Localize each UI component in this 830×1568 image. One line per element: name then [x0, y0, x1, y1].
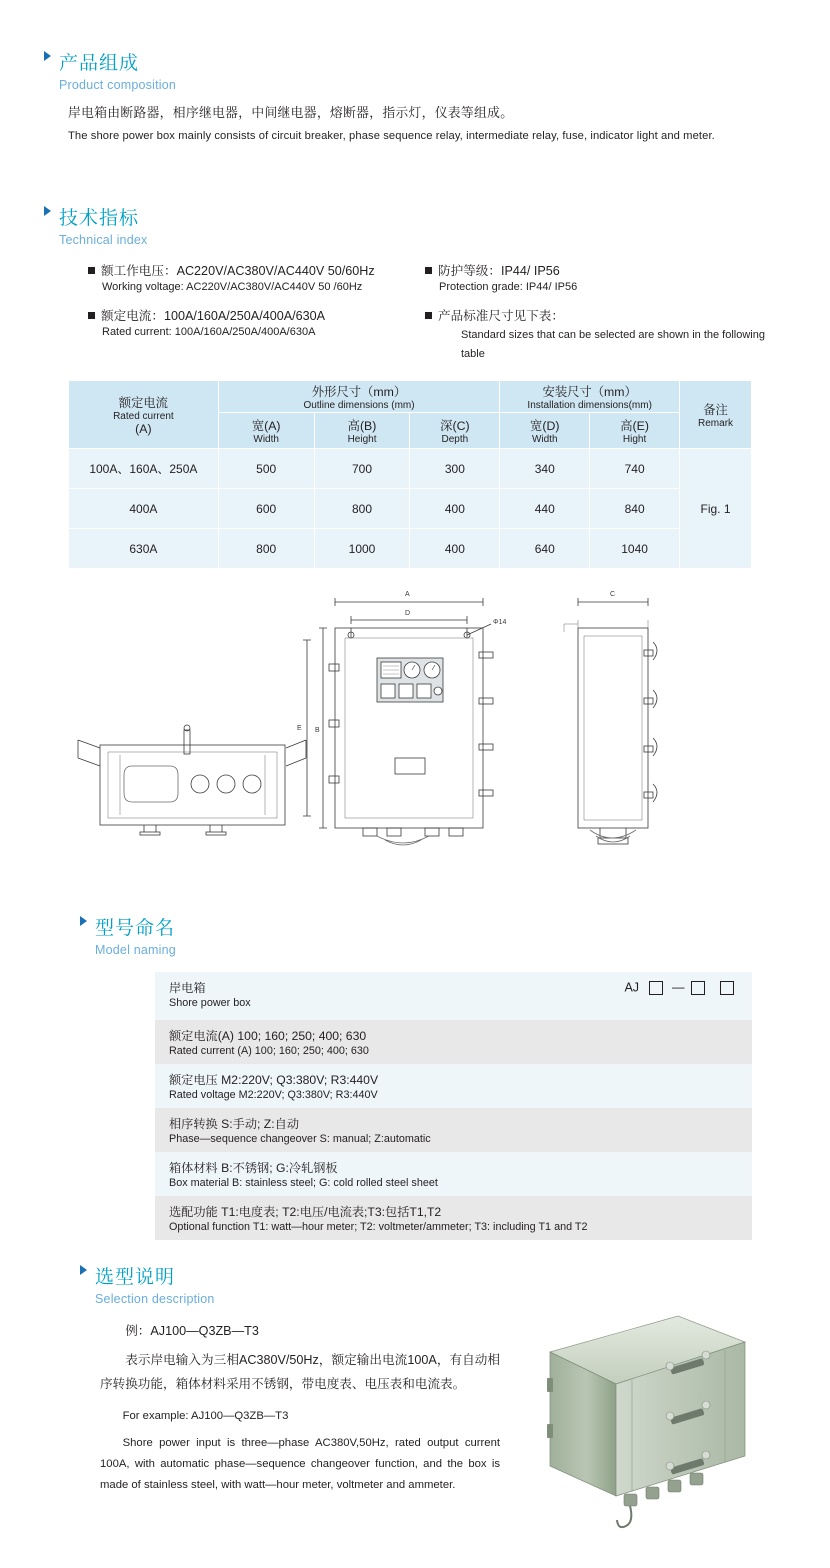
model-naming-row-phase-changeover	[155, 1108, 752, 1152]
selection-example-en: For example: AJ100—Q3ZB—T3	[122, 1409, 289, 1422]
row-label-en: Phase—sequence changeover S: manual; Z:automatic	[169, 1133, 431, 1145]
tech-item-cn: 额定电流：100A/160A/250A/400A/630A	[101, 309, 326, 323]
section-title-en: Model naming	[95, 943, 176, 957]
cell-width-d: 440	[500, 489, 590, 529]
cell-width-a: 800	[218, 529, 314, 569]
section-title-en: Selection description	[95, 1292, 215, 1306]
row-label-en: Optional function T1: watt—hour meter; T2: voltmeter/ammeter; T3: including T1 and T2	[169, 1221, 588, 1233]
section-heading-model-naming	[80, 913, 176, 957]
svg-text:Φ14: Φ14	[493, 619, 507, 626]
model-naming-row-shore-power-box	[155, 972, 752, 1020]
tech-index-item-current	[88, 305, 418, 338]
cell-width-d: 340	[500, 449, 590, 489]
row-label-en: Rated current (A) 100; 160; 250; 400; 630	[169, 1045, 369, 1057]
cell-height-b: 700	[314, 449, 410, 489]
svg-text:C: C	[610, 591, 616, 598]
th-outline-dimensions: 外形尺寸（mm） Outline dimensions (mm)	[218, 381, 500, 413]
cell-depth-c: 300	[410, 449, 500, 489]
th-width-a: 宽(A) Width	[218, 413, 314, 449]
th-width-d: 宽(D) Width	[500, 413, 590, 449]
table-row	[69, 449, 752, 489]
square-bullet-icon	[88, 312, 95, 319]
code-box-2	[691, 981, 705, 995]
th-remark: 备注 Remark	[680, 381, 752, 449]
model-naming-row-rated-voltage	[155, 1064, 752, 1108]
th-installation-dimensions: 安装尺寸（mm） Installation dimensions(mm)	[500, 381, 680, 413]
selection-paragraph-en: Shore power input is three—phase AC380V,50Hz, rated output current 100A, with automatic phase—sequence changeover function, and the box is made of stainless steel, with watt—hour meter, voltmeter and ammeter.	[100, 1436, 500, 1491]
tech-item-cn: 额工作电压：AC220V/AC380V/AC440V 50/60Hz	[101, 264, 375, 278]
cell-rated-current: 630A	[69, 529, 219, 569]
svg-text:B: B	[315, 727, 320, 734]
cell-height-b: 1000	[314, 529, 410, 569]
code-box-3	[720, 981, 734, 995]
tech-item-en: Protection grade: IP44/ IP56	[439, 281, 578, 293]
svg-text:A: A	[405, 591, 410, 598]
triangle-bullet-icon	[44, 206, 51, 216]
model-naming-table	[155, 972, 752, 1240]
triangle-bullet-icon	[80, 1265, 87, 1275]
square-bullet-icon	[425, 267, 432, 274]
section-heading-technical-index	[44, 203, 147, 247]
row-label-cn: 岸电箱	[169, 981, 206, 995]
row-label-cn: 额定电流(A) 100; 160; 250; 400; 630	[169, 1029, 367, 1043]
table-row	[69, 529, 752, 569]
tech-item-cn: 防护等级：IP44/ IP56	[438, 264, 560, 278]
th-rated-current: 额定电流 Rated current (A)	[69, 381, 219, 449]
th-height-e: 高(E) Hight	[590, 413, 680, 449]
tech-index-item-voltage	[88, 260, 418, 293]
tech-item-en: Rated current: 100A/160A/250A/400A/630A	[102, 326, 316, 338]
code-box-1	[649, 981, 663, 995]
triangle-bullet-icon	[80, 916, 87, 926]
product-composition-text-cn: 岸电箱由断路器，相序继电器，中间继电器，熔断器，指示灯，仪表等组成。	[68, 105, 514, 120]
section-heading-selection-description	[80, 1262, 215, 1306]
model-code-legend	[624, 980, 740, 995]
svg-text:D: D	[405, 610, 411, 617]
row-label-cn: 相序转换 S:手动; Z:自动	[169, 1117, 300, 1131]
row-label-cn: 选配功能 T1:电度表; T2:电压/电流表;T3:包括T1,T2	[169, 1205, 442, 1219]
tech-item-en: Working voltage: AC220V/AC380V/AC440V 50 /60Hz	[102, 281, 363, 293]
section-title-cn: 产品组成	[59, 53, 140, 74]
tech-index-item-protection	[425, 260, 755, 293]
technical-drawing-group	[60, 580, 760, 860]
section-title-en: Product composition	[59, 78, 177, 92]
section-heading-product-composition	[44, 48, 176, 92]
row-label-en: Rated voltage M2:220V; Q3:380V; R3:440V	[169, 1089, 378, 1101]
code-prefix: AJ	[624, 980, 640, 995]
triangle-bullet-icon	[44, 51, 51, 61]
th-depth-c: 深(C) Depth	[410, 413, 500, 449]
code-dash: —	[672, 980, 685, 995]
cell-height-b: 800	[314, 489, 410, 529]
section-title-en: Technical index	[59, 233, 148, 247]
cell-width-a: 500	[218, 449, 314, 489]
row-label-cn: 箱体材料 B:不锈钢; G:冷轧钢板	[169, 1161, 338, 1175]
section-title-cn: 型号命名	[95, 918, 176, 939]
row-label-cn: 额定电压 M2:220V; Q3:380V; R3:440V	[169, 1073, 379, 1087]
table-row	[69, 489, 752, 529]
model-naming-row-optional-function	[155, 1196, 752, 1240]
cell-width-a: 600	[218, 489, 314, 529]
product-photo	[520, 1300, 770, 1530]
cell-width-d: 640	[500, 529, 590, 569]
square-bullet-icon	[425, 312, 432, 319]
cell-height-e: 740	[590, 449, 680, 489]
selection-description-body	[100, 1320, 500, 1501]
cell-rated-current: 100A、160A、250A	[69, 449, 219, 489]
product-composition-text-en: The shore power box mainly consists of circuit breaker, phase sequence relay, intermediate relay, fuse, indicator light and meter.	[68, 130, 715, 142]
cell-depth-c: 400	[410, 529, 500, 569]
specification-table	[68, 380, 752, 569]
cell-height-e: 1040	[590, 529, 680, 569]
tech-index-item-standard-sizes	[425, 305, 765, 365]
row-label-en: Box material B: stainless steel; G: cold rolled steel sheet	[169, 1177, 438, 1189]
cell-depth-c: 400	[410, 489, 500, 529]
selection-paragraph-cn: 表示岸电输入为三相AC380V/50Hz，额定输出电流100A，有自动相序转换功能，箱体材料采用不锈钢，带电度表、电压表和电流表。	[100, 1353, 500, 1391]
cell-height-e: 840	[590, 489, 680, 529]
tech-item-cn: 产品标准尺寸见下表：	[438, 309, 564, 323]
cell-remark: Fig. 1	[680, 449, 752, 569]
model-naming-row-box-material	[155, 1152, 752, 1196]
model-naming-row-rated-current	[155, 1020, 752, 1064]
section-title-cn: 技术指标	[59, 208, 140, 229]
row-label-en: Shore power box	[169, 997, 251, 1009]
square-bullet-icon	[88, 267, 95, 274]
th-height-b: 高(B) Height	[314, 413, 410, 449]
tech-item-en: Standard sizes that can be selected are shown in the following table	[461, 329, 765, 361]
section-title-cn: 选型说明	[95, 1267, 176, 1288]
svg-text:E: E	[297, 725, 302, 732]
cell-rated-current: 400A	[69, 489, 219, 529]
selection-example-cn: 例：AJ100—Q3ZB—T3	[125, 1324, 259, 1338]
